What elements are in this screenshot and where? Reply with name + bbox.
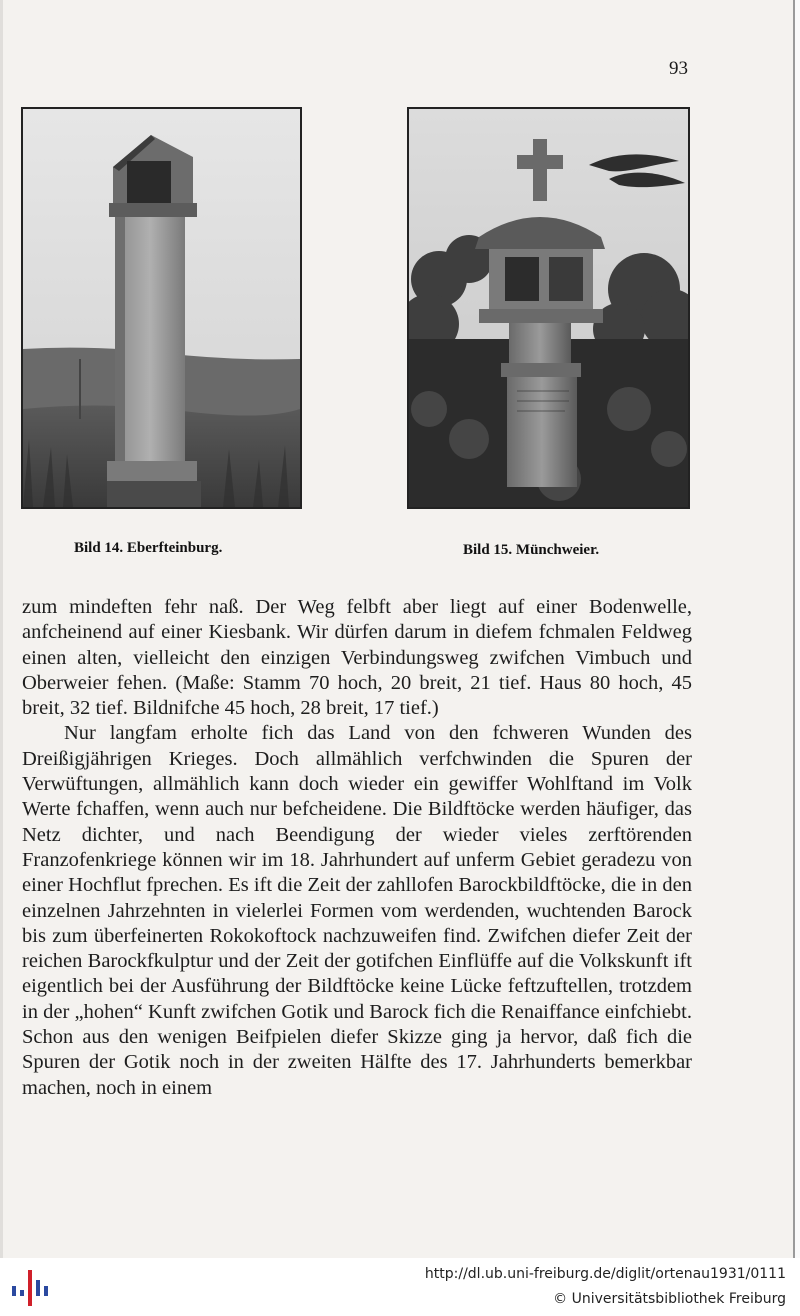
document-url-link[interactable]: http://dl.ub.uni-freiburg.de/diglit/ortenau1931/0111 [424,1266,786,1282]
copyright-notice: © Universitätsbibliothek Freiburg [553,1291,786,1307]
figure-15-caption: Bild 15. Münchweier. [463,542,600,558]
ub-freiburg-logo-icon [8,1266,52,1310]
page-number: 93 [669,58,688,79]
page-left-edge [0,0,3,1258]
library-footer [0,1258,800,1316]
paragraph-2: Nur langfam erholte fich das Land von den fchweren Wunden des Dreißigjährigen Krieges. Doch allmählich verfchwinden die Spuren der Verwüftungen, allmählich kann doch wieder ein gewiffer Wohlftand im Volk Werte fchaffen, wenn auch nur befcheidene. Die Bildftöcke werden häufiger, das Netz dichter, und nach Beendigung der wieder vieles zerftörenden Franzofenkriege können wir im 18. Jahrhundert auf unferm Gebiet geradezu von einer Hochflut fprechen. Es ift die Zeit der zahllofen Barockbildftöcke, die in den einzelnen Jahrzehnten in vielerlei Formen vom werdenden, wuchtenden Barock bis zum überfeinerten Rokokoftock nachzuweifen find. Zwifchen diefer Zeit der reichen Barockfkulptur und der Zeit der gotifchen Einflüffe auf die Volkskunft ift eigentlich bei der Ausführung der Bildftöcke keine Lücke feftzuftellen, trotzdem in der „hohen“ Kunft zwifchen Gotik und Barock fich die Renaiffance einfchiebt. Schon aus den wenigen Beifpielen diefer Skizze ging ja hervor, daß fich die Spuren der Gotik noch in der zweiten Hälfte des 17. Jahrhunderts bemerkbar machen, noch in einem [22,722,692,1099]
page-right-edge [793,0,800,1258]
photo-muenchweier-wayside-shrine [407,107,690,509]
body-text [22,595,692,1101]
figure-14-caption: Bild 14. Eberfteinburg. [74,540,223,556]
photo-eberfteinburg-wayside-shrine [21,107,302,509]
paragraph-1: zum mindeften fehr naß. Der Weg felbft aber liegt auf einer Bodenwelle, anfcheinend auf einer Kiesbank. Wir dürfen darum in diefem fchmalen Feldweg einen alten, vielleicht den einzigen Verbindungsweg zwifchen Vimbuch und Oberweier fehen. (Maße: Stamm 70 hoch, 20 breit, 21 tief. Haus 80 hoch, 45 breit, 32 tief. Bildnifche 45 hoch, 28 breit, 17 tief.) [22,596,692,720]
